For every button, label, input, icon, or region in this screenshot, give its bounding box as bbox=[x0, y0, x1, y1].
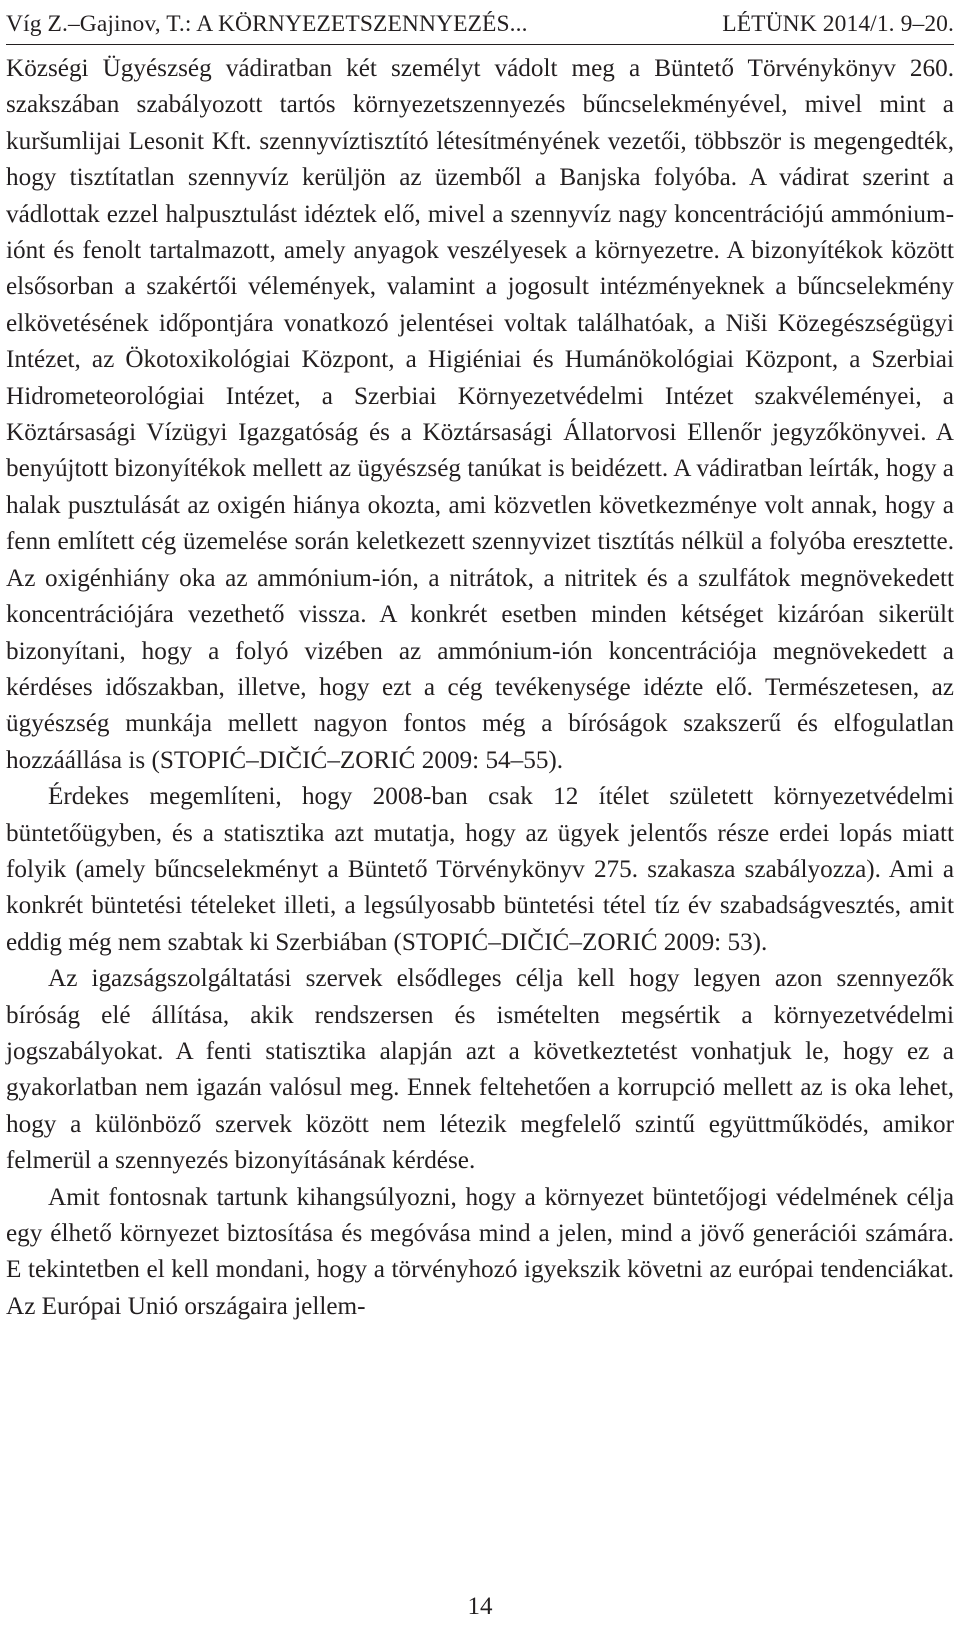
page-number: 14 bbox=[467, 1593, 493, 1620]
paragraph-2: Érdekes megemlíteni, hogy 2008-ban csak 12 ítélet született környezetvédelmi büntetőügyben, és a statisztika azt mutatja, hogy az ügyek jelentős része erdei lopás miatt folyik (amely bűncselekményt a Büntető Törvénykönyv 275. szakasza szabályozza). Ami a konkrét büntetési tételeket illeti, a legsúlyosabb büntetési tétel tíz év szabadságvesztés, amit eddig még nem szabtak ki Szerbiában (STOPIĆ–DIČIĆ–ZORIĆ 2009: 53). bbox=[6, 783, 954, 956]
paragraph-3: Az igazságszolgáltatási szervek elsődleges célja kell hogy legyen azon szennyezők bíróság elé állítása, akik rendszersen és ismételten megsértik a környezetvédelmi jogszabályokat. A fenti statisztika alapján azt a következtetést vonhatjuk le, hogy ez a gyakorlatban nem igazán valósul meg. Ennek feltehetően a korrupció mellett az is oka lehet, hogy a különböző szervek között nem létezik megfelelő szintű együttműködés, amikor felmerül a szennyezés bizonyításának kérdése. bbox=[6, 965, 954, 1175]
running-header-right: LÉTÜNK 2014/1. 9–20. bbox=[722, 10, 954, 37]
paragraph-4: Amit fontosnak tartunk kihangsúlyozni, hogy a környezet büntetőjogi védelmének célja egy élhető környezet biztosítása és megóvása mind a jelen, mind a jövő generációi számára. E tekintetben el kell mondani, hogy a törvényhozó igyekszik követni az európai tendenciákat. Az Európai Unió országaira jellem- bbox=[6, 1183, 954, 1320]
running-header bbox=[6, 4, 954, 45]
running-header-left: Víg Z.–Gajinov, T.: A KÖRNYEZETSZENNYEZÉS... bbox=[6, 10, 528, 37]
body-text bbox=[6, 51, 954, 1325]
paragraph-1: Községi Ügyészség vádiratban két személyt vádolt meg a Büntető Törvénykönyv 260. szakszában szabályozott tartós környezetszennyezés bűncselekményével, mivel mint a kuršumlijai Lesonit Kft. szennyvíztisztító létesítményének vezetői, többször is megengedték, hogy tisztítatlan szennyvíz kerüljön az üzemből a Banjska folyóba. A vádirat szerint a vádlottak ezzel halpusztulást idéztek elő, mivel a szennyvíz nagy koncentrációjú ammónium-iónt és fenolt tartalmazott, amely anyagok veszélyesek a környezetre. A bizonyítékok között elsősorban a szakértői vélemények, valamint a jogosult intézményeknek a bűncselekmény elkövetésének időpontjára vonatkozó jelentései voltak találhatóak, a Niši Közegészségügyi Intézet, az Ökotoxikológiai Központ, a Higiéniai és Humánökológiai Központ, a Szerbiai Hidrometeorológiai Intézet, a Szerbiai Környezetvédelmi Intézet szakvéleményei, a Köztársasági Vízügyi Igazgatóság és a Köztársasági Állatorvosi Ellenőr jegyzőkönyvei. A benyújtott bizonyítékok mellett az ügyészség tanúkat is beidézett. A vádiratban leírták, hogy a halak pusztulását az oxigén hiánya okozta, ami közvetlen következménye volt annak, hogy a fenn említett cég üzemelése során keletkezett szennyvizet tisztítás nélkül a folyóba eresztette. Az oxigénhiány oka az ammónium-ión, a nitrátok, a nitritek és a szulfátok megnövekedett koncentrációjára vezethető vissza. A konkrét esetben minden kétséget kizáróan sikerült bizonyítani, hogy a folyó vizében az ammónium-ión koncentrációja megnövekedett a kérdéses időszakban, illetve, hogy ezt a cég tevékenysége idézte elő. Természetesen, az ügyészség munkája mellett nagyon fontos még a bíróságok szakszerű és elfogulatlan hozzáállása is (STOPIĆ–DIČIĆ–ZORIĆ 2009: 54–55). bbox=[6, 55, 954, 774]
